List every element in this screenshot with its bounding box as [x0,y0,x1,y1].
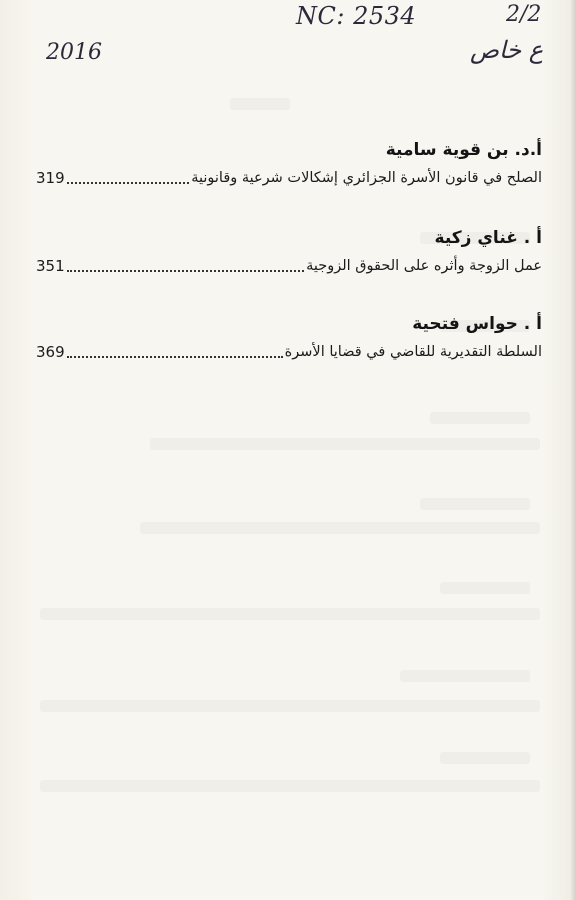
show-through [420,498,530,510]
show-through [140,522,540,534]
show-through [40,608,540,620]
show-through [440,582,530,594]
entry-author: أ.د. بن قوية سامية [385,140,542,160]
dot-leader [67,356,283,358]
entry-title: عمل الزوجة وأثره على الحقوق الزوجية [306,258,542,274]
toc-entry [36,138,542,190]
entry-page-number: 319 [36,169,65,187]
show-through [150,438,540,450]
handwritten-year: 2016 [46,40,102,65]
toc-entry [36,226,542,278]
entry-title: الصلح في قانون الأسرة الجزائري إشكالات شرعية وقانونية [191,170,542,186]
show-through [230,98,290,110]
entry-page-number: 369 [36,343,65,361]
entry-title: السلطة التقديرية للقاضي في قضايا الأسرة [284,344,542,360]
toc-line [36,340,542,364]
handwritten-fraction: 2/2 [506,2,542,27]
dot-leader [67,270,304,272]
toc-line [36,254,542,278]
show-through [40,700,540,712]
entry-author: أ . حواس فتحية [412,314,542,334]
entry-author: أ . غناي زكية [434,228,542,248]
show-through [400,670,530,682]
dot-leader [67,182,190,184]
handwritten-call-mark: ع خاص [470,36,544,64]
show-through [430,412,530,424]
handwritten-accession-number: NC: 2534 [296,2,417,30]
spine-shadow [570,0,576,900]
show-through [40,780,540,792]
show-through [440,752,530,764]
toc-line [36,166,542,190]
entry-page-number: 351 [36,257,65,275]
toc-entry [36,312,542,364]
